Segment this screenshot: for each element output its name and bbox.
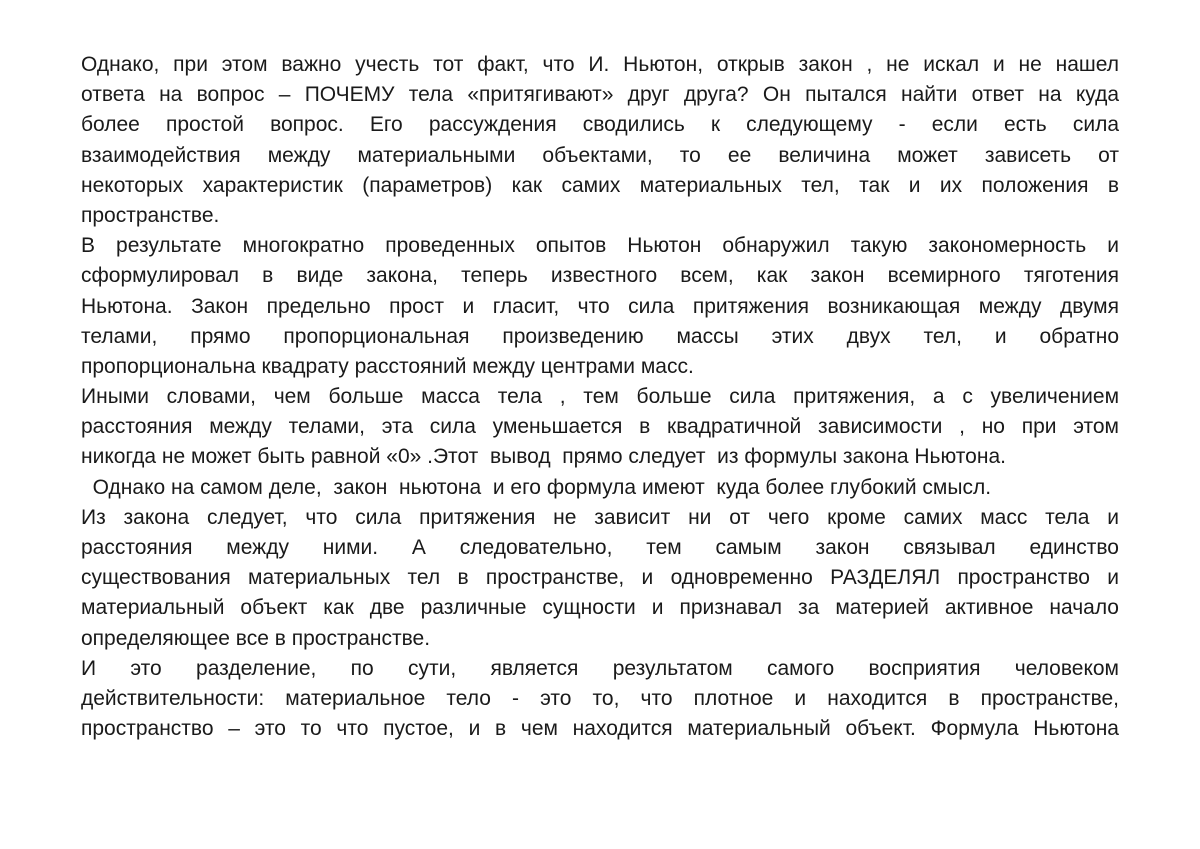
text-line: И это разделение, по сути, является результатом самого восприятия человеком <box>81 656 1119 680</box>
text-line: Из закона следует, что сила притяжения не зависит ни от чего кроме самих масс тела и <box>81 505 1119 529</box>
text-line: действительности: материальное тело - это то, что плотное и находится в пространстве, <box>81 686 1119 710</box>
text-line: Однако на самом деле, закон ньютона и его формула имеют куда более глубокий смысл. <box>81 475 992 499</box>
document-page <box>81 50 1119 744</box>
text-line: В результате многократно проведенных опытов Ньютон обнаружил такую закономерность и <box>81 234 1119 258</box>
text-line: определяющее все в пространстве. <box>81 626 431 650</box>
text-line: сформулировал в виде закона, теперь известного всем, как закон всемирного тяготения <box>81 264 1119 288</box>
text-line: материальный объект как две различные сущности и признавал за материей активное начало <box>81 596 1119 620</box>
text-line: пространство – это то что пустое, и в чем находится материальный объект. Формула Ньютона <box>81 717 1119 741</box>
text-line: ответа на вопрос – ПОЧЕМУ тела «притягивают» друг друга? Он пытался найти ответ на куда <box>81 83 1119 107</box>
text-line: более простой вопрос. Его рассуждения сводились к следующему - если есть сила <box>81 113 1119 137</box>
text-line: Иными словами, чем больше масса тела , тем больше сила притяжения, а с увеличением <box>81 385 1119 409</box>
text-line: расстояния между телами, эта сила уменьшается в квадратичной зависимости , но при этом <box>81 415 1119 439</box>
text-line: пропорциональна квадрату расстояний между центрами масс. <box>81 354 694 378</box>
text-line: расстояния между ними. А следовательно, тем самым закон связывал единство <box>81 536 1119 559</box>
text-line: взаимодействия между материальными объектами, то ее величина может зависеть от <box>81 143 1119 167</box>
text-line: некоторых характеристик (параметров) как самих материальных тел, так и их положения в <box>81 173 1119 197</box>
text-line: телами, прямо пропорциональная произведению массы этих двух тел, и обратно <box>81 324 1119 348</box>
text-line: Однако, при этом важно учесть тот факт, что И. Ньютон, открыв закон , не искал и не нашел <box>81 53 1119 76</box>
text-line: Ньютона. Закон предельно прост и гласит, что сила притяжения возникающая между двумя <box>81 294 1119 318</box>
text-line: никогда не может быть равной «0» .Этот вывод прямо следует из формулы закона Ньютона. <box>81 445 1006 469</box>
text-line: пространстве. <box>81 203 220 227</box>
text-line: существования материальных тел в пространстве, и одновременно РАЗДЕЛЯЛ пространство и <box>81 566 1119 590</box>
